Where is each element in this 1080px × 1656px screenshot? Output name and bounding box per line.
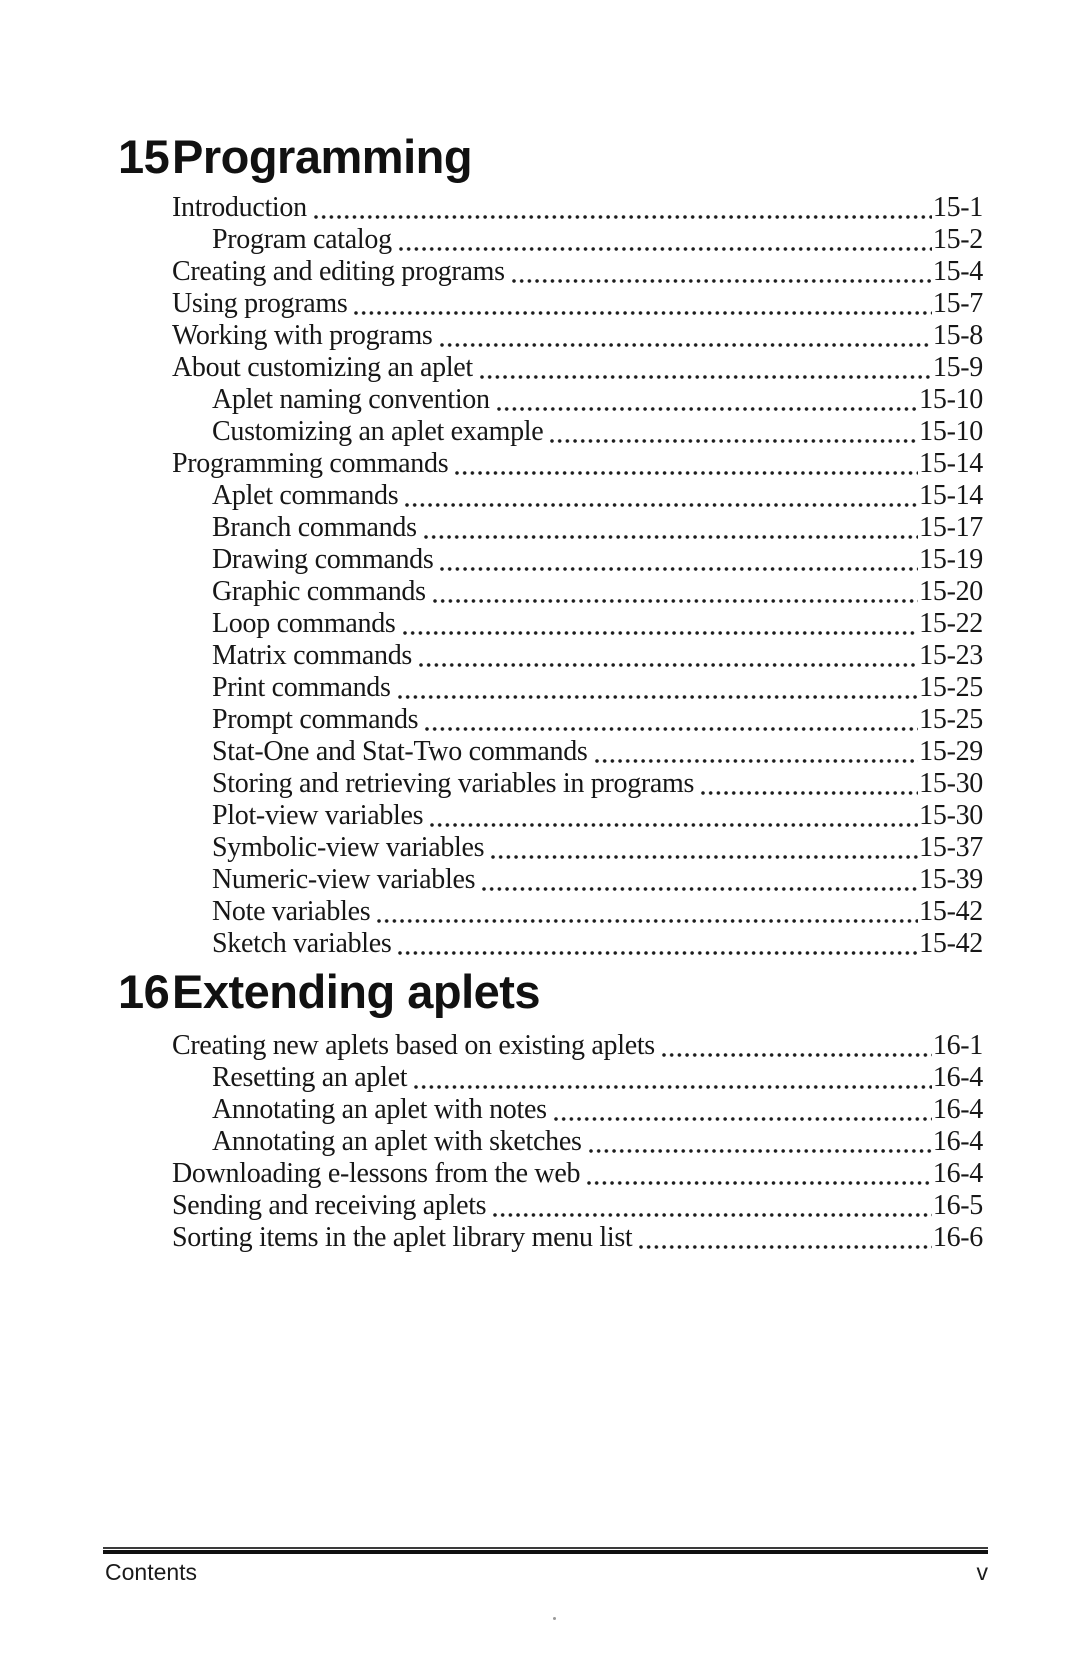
toc-row	[172, 1158, 983, 1190]
toc-entry-page: 15-1	[932, 192, 983, 223]
chapter-number: 16	[118, 965, 170, 1018]
toc-entry-page: 15-39	[919, 864, 983, 895]
toc-entry-label: Working with programs	[172, 320, 433, 351]
toc-entry-page: 16-6	[932, 1222, 983, 1253]
toc-entry-page: 15-14	[919, 480, 983, 511]
toc-row	[172, 1222, 983, 1254]
toc-entry-label: Plot-view variables	[212, 800, 424, 831]
toc-entry-label: Sketch variables	[212, 928, 392, 959]
toc-entry-page: 15-20	[919, 576, 983, 607]
toc-entry-label: Print commands	[212, 672, 391, 703]
toc-entry-label: Aplet commands	[212, 480, 399, 511]
toc-row	[172, 864, 983, 896]
toc-entry-label: Annotating an aplet with notes	[212, 1094, 547, 1125]
dot-leader	[440, 343, 932, 347]
toc-row	[172, 1062, 983, 1094]
toc-entry-label: Creating and editing programs	[172, 256, 505, 287]
toc-entry-page: 15-10	[919, 384, 983, 415]
toc-row	[172, 576, 983, 608]
toc-entry-page: 16-4	[932, 1062, 983, 1093]
toc-entry-label: Using programs	[172, 288, 348, 319]
chapter-heading-15	[118, 130, 473, 183]
toc-entry-label: Stat-One and Stat-Two commands	[212, 736, 588, 767]
chapter-heading-16	[118, 965, 541, 1018]
toc-entry-page: 15-9	[932, 352, 983, 383]
toc-row	[172, 544, 983, 576]
toc-entry-page: 15-25	[919, 672, 983, 703]
dot-leader	[554, 1117, 932, 1121]
dot-leader	[398, 695, 919, 699]
toc-entry-page: 15-10	[919, 416, 983, 447]
toc-entry-label: Customizing an aplet example	[212, 416, 544, 447]
dot-leader	[354, 311, 931, 315]
dot-leader	[497, 407, 918, 411]
dot-leader	[480, 375, 932, 379]
dot-leader	[482, 887, 918, 891]
toc-entry-page: 15-19	[919, 544, 983, 575]
toc-row	[172, 928, 983, 960]
toc-row	[172, 288, 983, 320]
dot-leader	[662, 1053, 932, 1057]
toc-row	[172, 640, 983, 672]
toc-row	[172, 704, 983, 736]
toc-entry-label: Annotating an aplet with sketches	[212, 1126, 582, 1157]
toc-entry-label: Aplet naming convention	[212, 384, 490, 415]
dot-leader	[440, 567, 918, 571]
dot-leader	[399, 247, 932, 251]
toc-row	[172, 512, 983, 544]
dot-leader	[398, 951, 918, 955]
toc-entry-label: Storing and retrieving variables in programs	[212, 768, 695, 799]
toc-row	[172, 1030, 983, 1062]
toc-entry-label: Programming commands	[172, 448, 449, 479]
toc-entry-page: 15-30	[919, 800, 983, 831]
toc-entry-page: 16-5	[932, 1190, 983, 1221]
toc-entry-page: 15-4	[932, 256, 983, 287]
toc-entry-page: 15-42	[919, 896, 983, 927]
toc-entry-page: 15-25	[919, 704, 983, 735]
toc-row	[172, 896, 983, 928]
dot-leader	[587, 1181, 932, 1185]
toc-row	[172, 832, 983, 864]
toc-row	[172, 256, 983, 288]
toc-row	[172, 736, 983, 768]
toc-row	[172, 448, 983, 480]
chapter-title: Extending aplets	[172, 965, 541, 1018]
toc-entry-label: Note variables	[212, 896, 371, 927]
dot-leader	[491, 855, 918, 859]
toc-row	[172, 1094, 983, 1126]
toc-row	[172, 192, 983, 224]
toc-entry-label: Creating new aplets based on existing aplets	[172, 1030, 655, 1061]
chapter-title: Programming	[172, 130, 473, 183]
footer-section-label: Contents	[105, 1559, 198, 1585]
toc-row	[172, 608, 983, 640]
dot-leader	[414, 1085, 932, 1089]
dot-leader	[405, 503, 918, 507]
toc-entry-page: 16-4	[932, 1126, 983, 1157]
toc-entry-label: Program catalog	[212, 224, 392, 255]
toc-row	[172, 672, 983, 704]
toc-entry-page: 15-17	[919, 512, 983, 543]
toc-row	[172, 1190, 983, 1222]
dot-leader	[433, 599, 918, 603]
toc-entry-label: Downloading e-lessons from the web	[172, 1158, 581, 1189]
toc-entry-page: 15-8	[932, 320, 983, 351]
toc-list-chapter-16	[172, 1030, 983, 1254]
dot-leader	[425, 727, 918, 731]
toc-entry-label: Symbolic-view variables	[212, 832, 485, 863]
dot-leader	[424, 535, 919, 539]
toc-row	[172, 224, 983, 256]
scan-speck	[553, 1617, 556, 1620]
toc-entry-label: Prompt commands	[212, 704, 419, 735]
toc-entry-label: Sending and receiving aplets	[172, 1190, 487, 1221]
dot-leader	[595, 759, 919, 763]
dot-leader	[550, 439, 918, 443]
toc-entry-page: 16-4	[932, 1094, 983, 1125]
toc-entry-page: 15-29	[919, 736, 983, 767]
toc-entry-page: 16-4	[932, 1158, 983, 1189]
toc-row	[172, 768, 983, 800]
toc-row	[172, 416, 983, 448]
toc-row	[172, 320, 983, 352]
toc-entry-label: Graphic commands	[212, 576, 426, 607]
toc-entry-page: 15-23	[919, 640, 983, 671]
dot-leader	[589, 1149, 932, 1153]
toc-entry-page: 15-30	[919, 768, 983, 799]
footer-rule	[103, 1547, 988, 1554]
dot-leader	[512, 279, 932, 283]
toc-entry-page: 15-42	[919, 928, 983, 959]
dot-leader	[639, 1245, 931, 1249]
toc-row	[172, 480, 983, 512]
toc-entry-label: Loop commands	[212, 608, 396, 639]
dot-leader	[419, 663, 918, 667]
toc-entry-page: 16-1	[932, 1030, 983, 1061]
toc-row	[172, 352, 983, 384]
toc-entry-page: 15-2	[932, 224, 983, 255]
toc-entry-label: Sorting items in the aplet library menu list	[172, 1222, 633, 1253]
footer-page-number: v	[976, 1559, 988, 1585]
chapter-number: 15	[118, 130, 170, 183]
toc-entry-label: About customizing an aplet	[172, 352, 473, 383]
dot-leader	[377, 919, 918, 923]
toc-row	[172, 1126, 983, 1158]
toc-entry-page: 15-22	[919, 608, 983, 639]
dot-leader	[314, 215, 932, 219]
toc-entry-page: 15-7	[932, 288, 983, 319]
dot-leader	[430, 823, 918, 827]
toc-list-chapter-15	[172, 192, 983, 960]
dot-leader	[701, 791, 918, 795]
dot-leader	[403, 631, 919, 635]
toc-row	[172, 800, 983, 832]
toc-entry-page: 15-14	[919, 448, 983, 479]
dot-leader	[493, 1213, 932, 1217]
page-footer	[105, 1558, 988, 1586]
toc-entry-label: Matrix commands	[212, 640, 413, 671]
toc-entry-label: Drawing commands	[212, 544, 434, 575]
dot-leader	[455, 471, 918, 475]
toc-entry-label: Introduction	[172, 192, 307, 223]
toc-row	[172, 384, 983, 416]
toc-entry-label: Resetting an aplet	[212, 1062, 408, 1093]
toc-entry-page: 15-37	[919, 832, 983, 863]
toc-entry-label: Numeric-view variables	[212, 864, 476, 895]
toc-entry-label: Branch commands	[212, 512, 417, 543]
